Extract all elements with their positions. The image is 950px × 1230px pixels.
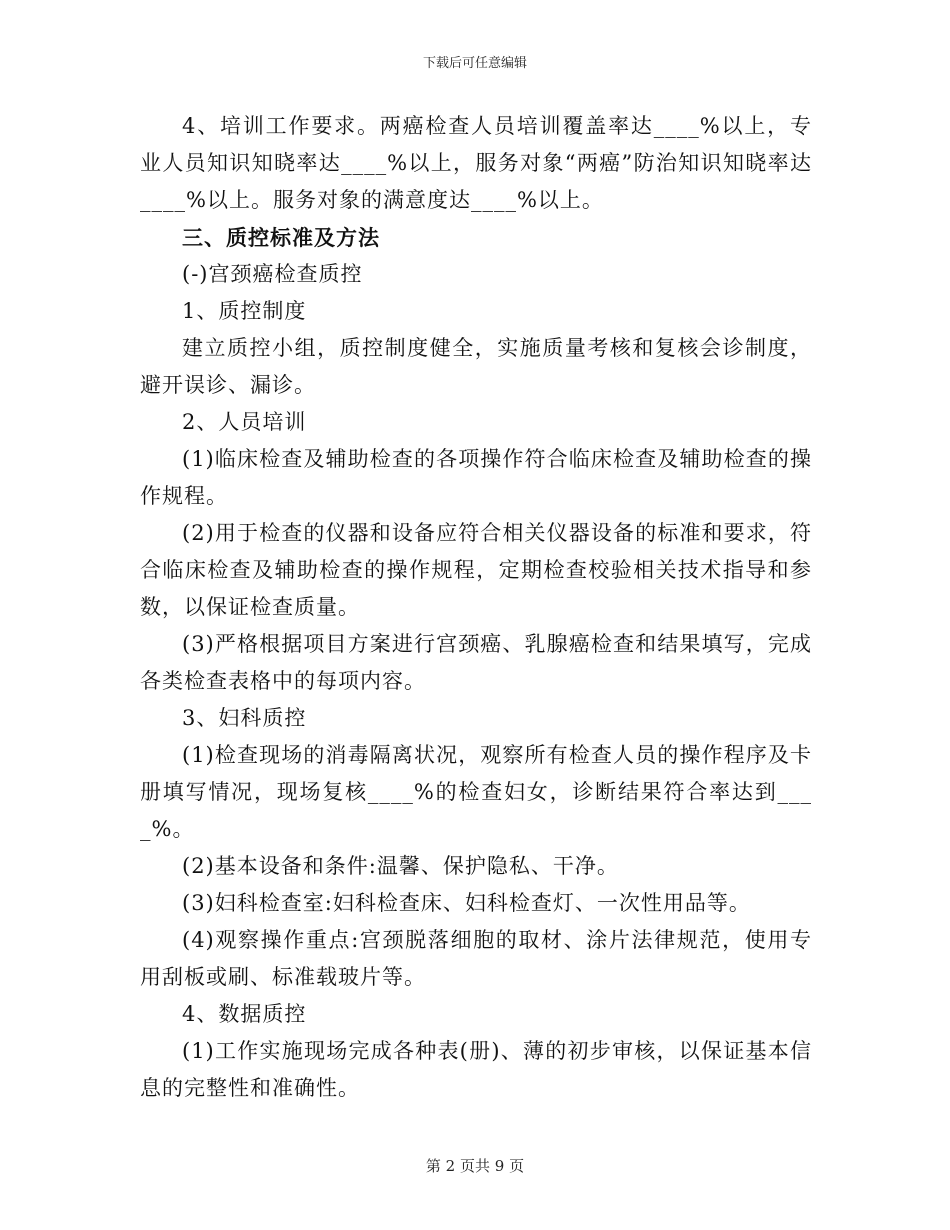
paragraph-gynecology-3: (3)妇科检查室:妇科检查床、妇科检查灯、一次性用品等。: [182, 891, 751, 915]
paragraph-gynecology-4: (4)观察操作重点:宫颈脱落细胞的取材、涂片法律规范，使用专用刮板或刷、标准载玻片等。: [140, 928, 812, 989]
subsection-heading-cervical-qc: (-)宫颈癌检查质控: [182, 262, 363, 286]
paragraph-data-qc-1: (1)工作实施现场完成各种表(册)、薄的初步审核，以保证基本信息的完整性和准确性。: [140, 1039, 812, 1100]
paragraph-training-requirements: 4、培训工作要求。两癌检查人员培训覆盖率达____%以上，专业人员知识知晓率达____%以上，服务对象“两癌”防治知识知晓率达____%以上。服务对象的满意度达____%以上。: [140, 114, 812, 212]
paragraph-qc-system: 建立质控小组，质控制度健全，实施质量考核和复核会诊制度，避开误诊、漏诊。: [140, 336, 812, 397]
paragraph-gynecology-2: (2)基本设备和条件:温馨、保护隐私、干净。: [182, 854, 619, 878]
document-body: [140, 108, 812, 1107]
paragraph-training-2: (2)用于检查的仪器和设备应符合相关仪器设备的标准和要求，符合临床检查及辅助检查的操作规程，定期检查校验相关技术指导和参数，以保证检查质量。: [140, 521, 812, 619]
paragraph-training-3: (3)严格根据项目方案进行宫颈癌、乳腺癌检查和结果填写，完成各类检查表格中的每项内容。: [140, 632, 812, 693]
page-header: 下载后可任意编辑: [422, 56, 527, 71]
paragraph-gynecology-1: (1)检查现场的消毒隔离状况，观察所有检查人员的操作程序及卡册填写情况，现场复核____%的检查妇女，诊断结果符合率达到____%。: [140, 743, 812, 841]
item-heading-personnel-training: 2、人员培训: [182, 410, 307, 434]
paragraph-training-1: (1)临床检查及辅助检查的各项操作符合临床检查及辅助检查的操作规程。: [140, 447, 812, 508]
section-heading-qc-standards: 三、质控标准及方法: [182, 225, 380, 250]
item-heading-qc-system: 1、质控制度: [182, 299, 307, 323]
item-heading-data-qc: 4、数据质控: [182, 1002, 307, 1026]
item-heading-gynecology-qc: 3、妇科质控: [182, 706, 307, 730]
page-footer: 第 2 页共 9 页: [425, 1157, 525, 1175]
